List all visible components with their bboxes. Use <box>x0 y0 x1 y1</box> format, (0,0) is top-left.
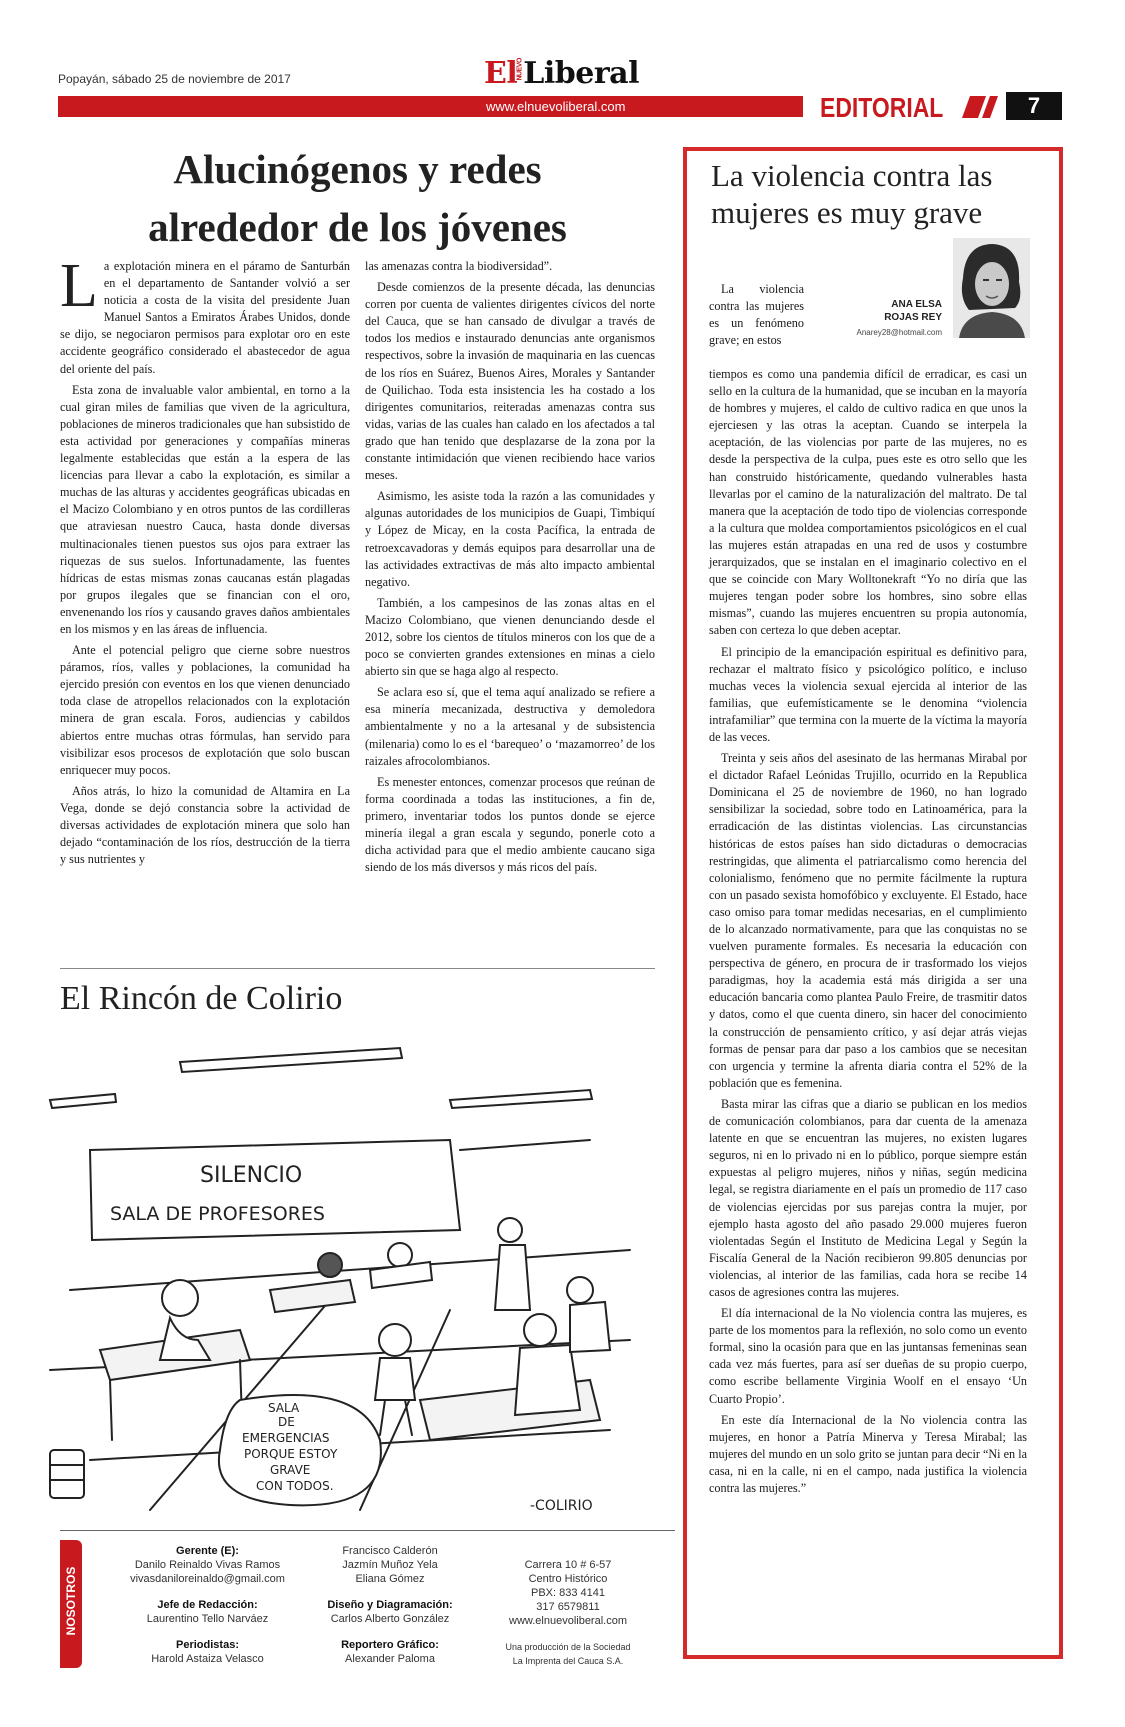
opinion-paragraph: En este día Internacional de la No violencia contra las mujeres, en honor a Patría Minerva y Teresa Mirabal; las mujeres del mundo en un solo grito se juntan para decir “Ni en la casa, ni en la calle, ni en el campo, nada justifica la violencia contra las mujeres.” <box>709 1412 1027 1495</box>
footer-label: Reportero Gráfico: <box>341 1639 439 1651</box>
author-photo <box>953 238 1030 338</box>
editorial-paragraph: Se aclara eso sí, que el tema aquí analizado se refiere a esa minería mecanizada, destructiva y demoledora ambientalmente y no a la artesanal y de subsistencia (milenaria) como lo es el ‘barequeo’ o ‘mazamorreo’ de los raizales afrocolombianos. <box>365 685 655 768</box>
author-name-line2: ROJAS REY <box>884 312 942 323</box>
footer-address: Centro Histórico <box>528 1573 608 1585</box>
cartoonist-signature: -COLIRIO <box>530 1498 593 1514</box>
footer-staff-block-1 <box>100 1544 315 1666</box>
cartoon-illustration <box>30 1040 660 1525</box>
editorial-column-1 <box>60 252 350 872</box>
footer-name: Laurentino Tello Narváez <box>146 1613 269 1625</box>
author-name-line1: ANA ELSA <box>891 299 942 310</box>
drop-cap: L <box>60 252 98 320</box>
editorial-headline-line2: alrededor de los jóvenes <box>148 204 567 250</box>
opinion-paragraph: El principio de la emancipación espiritual es definitivo para, rechazar el maltrato físico y psicológico político, e incluso muchas veces la violencia sexual ejercida al interior de las familias, que eufemísticamente se le denomina “violencia intrafamiliar” que termina con la muerte de la víctima la mayoría de las veces. <box>709 644 1027 744</box>
newspaper-logo <box>484 56 639 91</box>
logo-liberal: Liberal <box>523 56 639 91</box>
cartoon-balloon-line: DE <box>278 1415 295 1429</box>
editorial-headline <box>60 140 655 256</box>
footer-name: Francisco Calderón <box>342 1545 438 1557</box>
opinion-paragraph: tiempos es como una pandemia difícil de erradicar, es casi un sello en la cultura de la humanidad, que se incuban en la mayoría de hombres y mujeres, el caldo de cultivo radica en que unos la ejerciesen y las otras la aceptan. Cuando se interpela la aceptación, de las violencias por parte de las mujeres, no es desde la perspectiva de la culpa, pues este es otro sello que les han construido históricamente, quedando vulnerables hasta llevarlas por el camino de la naturalización del maltrato. De tal manera que la aceptación de todo tipo de violencias corresponde a la cultura que moldea comportamientos psicológicos en el cual las mujeres están atrapadas en una red de usos y costumbre jerarquizados, que se instalan en el imaginario colectivo en el que se coincide con Mary Wolltonekraft “Yo no diría que las mujeres tengan poder sobre los hombres, sino sobre ellas mismas”, cuando las mujeres encuentren su propia autonomía, saben con certeza lo que deben aceptar. <box>709 367 1027 638</box>
footer-contact-block <box>483 1558 653 1668</box>
cartoon-balloon-line: SALA <box>268 1401 300 1415</box>
cartoon-sign-sala: SALA DE PROFESORES <box>110 1203 325 1225</box>
section-divider <box>60 968 655 969</box>
editorial-column-2 <box>365 258 655 880</box>
opinion-intro-text: La violencia contra las mujeres es un fenómeno grave; en estos <box>709 282 804 348</box>
editorial-paragraph: Asimismo, les asiste toda la razón a las comunidades y algunas autoridades de los municipios de Guapi, Timbiquí y López de Micay, en la costa Pacífica, la entrada de retroexcavadoras y demás equipos para desarrollar una de las actividades extractivas de más alto impacto ambiental negativo. <box>365 489 655 589</box>
footer-label: Periodistas: <box>176 1639 239 1651</box>
nosotros-label: NOSOTROS <box>64 1566 78 1636</box>
opinion-intro <box>709 281 804 349</box>
editorial-headline-line1: Alucinógenos y redes <box>173 146 542 192</box>
logo-el: El <box>484 56 518 91</box>
footer-staff-block-2 <box>300 1544 480 1666</box>
footer-name: Alexander Paloma <box>345 1653 435 1665</box>
cartoon-balloon-line: EMERGENCIAS <box>242 1431 330 1445</box>
section-label: EDITORIAL <box>820 92 944 123</box>
editorial-paragraph: Años atrás, lo hizo la comunidad de Altamira en La Vega, donde se dejó constancia sobre la actividad de diversas actividades de explotación minera que solo han dejado “contaminación de los ríos, destrucción de la tierra y sus nutrientes y <box>60 783 350 867</box>
footer-label: Diseño y Diagramación: <box>327 1599 453 1611</box>
footer-name: Harold Astaiza Velasco <box>151 1653 264 1665</box>
footer-phone: PBX: 833 4141 <box>530 1587 605 1599</box>
footer-phone: 317 6579811 <box>536 1601 600 1613</box>
editorial-paragraph: Ante el potencial peligro que cierne sobre nuestros páramos, ríos, valles y poblaciones, la comunidad ha ejercido presión con eventos en los que vienen denunciado toda clase de atropellos relacionados con la explotación minera de gran escala. Foros, audiencias y cabildos abiertos entre muchas otras fórmulas, han servido para visibilizar esos procesos de explotación que solo buscan enriquecer muy pocos. <box>60 643 350 777</box>
website-url: www.elnuevoliberal.com <box>486 99 626 114</box>
author-email: Anarey28@hotmail.com <box>856 328 942 337</box>
editorial-paragraph: Esta zona de invaluable valor ambiental, en torno a la cual giran miles de familias que viven de la agricultura, poblaciones de mineros tradicionales que han subsistido de esta actividad por generaciones y compañías mineras legalmente establecidas que están a la espera de las licencias para llevar a cabo la explotación, es similar a muchas de las alturas y accidentes geográficas ubicadas en el Macizo Colombiano y en otros puntos de las cordilleras que atraviesan nuestro Cauca, hasta donde diversas multinacionales tienen puestos sus ojos para extraer las riquezas de sus suelos. Infortunadamente, las fuentes hídricas de estas mismas zonas caucanas están plagadas por grupos ilegales que se financian con el oro, envenenando los ríos y causando graves daños ambientales en los mismos y en las áreas de influencia. <box>60 382 350 636</box>
footer-name: Eliana Gómez <box>355 1573 425 1585</box>
page-number: 7 <box>1006 92 1062 120</box>
header-red-bar <box>58 96 803 117</box>
editorial-paragraph: También, a los campesinos de las zonas altas en el Macizo Colombiano, que vienen denunciando desde el 2012, sobre los cientos de títulos mineros con los que de a poco se convierten grandes extensiones en minas a cielo abierto sin que se haga algo al respecto. <box>365 595 655 679</box>
opinion-column-title: La violencia contra las mujeres es muy grave <box>711 158 993 230</box>
cartoon-balloon-line: PORQUE ESTOY <box>244 1447 338 1461</box>
footer-web: www.elnuevoliberal.com <box>509 1615 627 1627</box>
cartoon-sign-silencio: SILENCIO <box>200 1163 303 1188</box>
editorial-paragraph: Es menester entonces, comenzar procesos que reúnan de forma coordinada a todas las instituciones, a fin de, primero, inventariar todos los puntos donde se ejerce minería ilegal a gran escala y segundo, ponerle coto a dicha actividad para que el medio ambiente caucano siga siendo de los más diversos y más ricos del país. <box>365 774 655 875</box>
footer-production: La Imprenta del Cauca S.A. <box>512 1656 624 1666</box>
editorial-paragraph: Desde comienzos de la presente década, las denuncias corren por cuenta de valientes dirigentes cívicos del norte del Cauca, que se han cansado de divulgar a través de todos los medios e instaurado denuncias ante organismos respectivos, sobre la invasión de maquinaria en las cuencas de los ríos en Suárez, Buenos Aires, Morales y Santander de Quilichao. Toda esta insistencia les ha costado a los dirigentes comunitarios, reiteradas amenazas contra sus vidas, varias de las cuales han calado en los afectados a tal grado que han tenido que desplazarse de la zona por la constante intimidación que vienen recibiendo hace varios meses. <box>365 280 655 483</box>
nosotros-tab <box>60 1540 82 1668</box>
footer-rule <box>60 1530 675 1531</box>
footer-production: Una producción de la Sociedad <box>505 1642 631 1652</box>
opinion-paragraph: El día internacional de la No violencia contra las mujeres, es parte de los momentos para la reflexión, no solo como un evento formal, sino la ocasión para que en las juntansas femeninas sean cada vez más fuertes, para así ser dueñas de su propio cuerpo, como escribe bellamente Virginia Woolf en el ensayo ‘Un Cuarto Propio’. <box>709 1306 1027 1406</box>
publication-date: Popayán, sábado 25 de noviembre de 2017 <box>58 72 291 86</box>
opinion-body <box>709 366 1027 1501</box>
author-name <box>830 298 942 324</box>
cartoon-balloon-line: CON TODOS. <box>256 1479 334 1493</box>
footer-name: Carlos Alberto González <box>330 1613 450 1625</box>
footer-label: Jefe de Redacción: <box>157 1599 258 1611</box>
footer-label: Gerente (E): <box>176 1545 239 1557</box>
editorial-paragraph: las amenazas contra la biodiversidad”. <box>365 259 553 273</box>
opinion-paragraph: Basta mirar las cifras que a diario se publican en los medios de comunicación colombianos, para dar cuenta de la amenaza latente en que se encuentran las mujeres, no existen lugares seguros, ni en lo privado ni en lo público, porque siempre están expuestas al peligro mujeres, niños y niñas, según medicina legal, se registra diariamente en el país un promedio de 117 caso de violencias ejercidas por sus parejas contra la mujer, por ejemplo hasta agosto del año pasado 29.000 mujeres fueron violentadas Según el Instituto de Medicina Legal y Según la Fiscalía General de la Nación recibieron 99.805 denuncias por violencias, al interior de las familias, cada hora se recibe 14 casos de agresiones contra las mujeres. <box>709 1096 1027 1299</box>
footer-address: Carrera 10 # 6-57 <box>524 1559 612 1571</box>
cartoon-section-title: El Rincón de Colirio <box>60 980 343 1017</box>
footer-name: Danilo Reinaldo Vivas Ramos <box>134 1559 281 1571</box>
footer-email: vivasdaniloreinaldo@gmail.com <box>130 1573 285 1585</box>
footer-name: Jazmín Muñoz Yela <box>342 1559 438 1571</box>
editorial-paragraph: La explotación minera en el páramo de Santurbán en el departamento de Santander volvió a ser noticia a costa de la visita del presidente Juan Manuel Santos a Emiratos Árabes Unidos, donde se dijo, se negociaron permisos para explotar oro en este accidente geográfico considerado el abastecedor de agua del oriente del país. <box>60 252 350 376</box>
opinion-paragraph: Treinta y seis años del asesinato de las hermanas Mirabal por el dictador Rafael Leónidas Trujillo, ocurrido en la Republica Dominicana el 25 de noviembre de 1960, no han logrado sensibilizar la sociedad, sobre todo en Latinoamérica, para la erradicación de las distintas violencias. Las circunstancias históricas de estos países han sido dictaduras o democracias restringidas, que alimenta el patriarcalismo como herencia del colonialismo, fenómeno que no permite fácilmente la ruptura con un pasado sexista homofóbico y excluyente. El Estado, hace caso omiso para tomar medidas necesarias, en el cumplimiento de lo alcanzado normativamente, para que las conquistas no se vuelven puramente formales. Es necesaria la educación con perspectiva de género, en procura de ir trasformado los viejos paradigmas, hoy la academia está más dirigida a ser una educación bancaria como plantea Paulo Freire, de trasmitir datos y datos, como el que cuenta dinero, sin hacer del conocimiento la construcción de pensamiento crítico, y así dejar atrás viejas formas de pensar para dar paso a los cambios que se necesitan con urgencia y termine la afrenta diaria contra el 52% de la población que es femenina. <box>709 751 1027 1090</box>
cartoon-balloon-line: GRAVE <box>270 1463 311 1477</box>
logo-nuevo: NUEVO <box>516 57 524 80</box>
